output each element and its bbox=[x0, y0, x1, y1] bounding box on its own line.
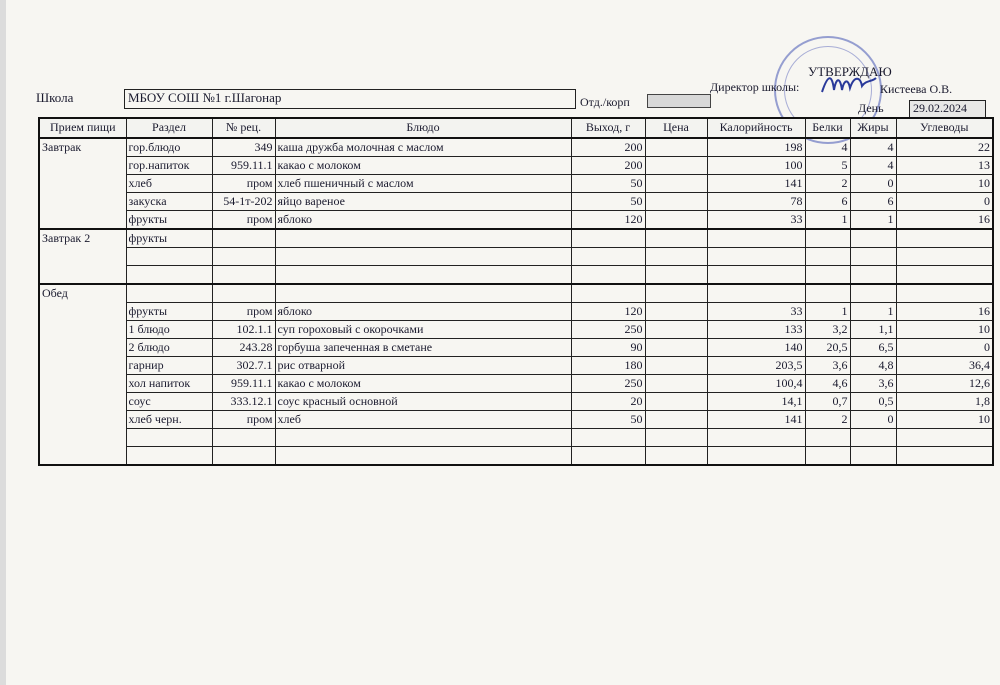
meal-cell bbox=[39, 339, 126, 357]
dish-cell: хлеб bbox=[275, 411, 571, 429]
price-cell bbox=[645, 375, 707, 393]
fat-cell bbox=[850, 447, 896, 466]
protein-cell: 1 bbox=[805, 303, 850, 321]
protein-cell: 3,2 bbox=[805, 321, 850, 339]
recipe-cell bbox=[212, 447, 275, 466]
col-calories: Калорийность bbox=[707, 118, 805, 138]
protein-cell bbox=[805, 447, 850, 466]
carbs-cell bbox=[896, 248, 993, 266]
calories-cell: 33 bbox=[707, 211, 805, 230]
recipe-cell: 959.11.1 bbox=[212, 157, 275, 175]
price-cell bbox=[645, 138, 707, 157]
price-cell bbox=[645, 411, 707, 429]
price-cell bbox=[645, 447, 707, 466]
protein-cell bbox=[805, 229, 850, 248]
carbs-cell: 36,4 bbox=[896, 357, 993, 375]
recipe-cell bbox=[212, 266, 275, 285]
table-row bbox=[39, 339, 993, 357]
price-cell bbox=[645, 193, 707, 211]
fat-cell: 1 bbox=[850, 303, 896, 321]
calories-cell bbox=[707, 447, 805, 466]
output-cell: 250 bbox=[571, 321, 645, 339]
section-cell bbox=[126, 248, 212, 266]
dish-cell: яйцо вареное bbox=[275, 193, 571, 211]
price-cell bbox=[645, 266, 707, 285]
fat-cell: 6,5 bbox=[850, 339, 896, 357]
protein-cell bbox=[805, 266, 850, 285]
price-cell bbox=[645, 157, 707, 175]
recipe-cell bbox=[212, 229, 275, 248]
col-section: Раздел bbox=[126, 118, 212, 138]
section-cell: гарнир bbox=[126, 357, 212, 375]
recipe-cell: пром bbox=[212, 211, 275, 230]
calories-cell bbox=[707, 429, 805, 447]
section-cell bbox=[126, 284, 212, 303]
carbs-cell: 0 bbox=[896, 193, 993, 211]
fat-cell: 0 bbox=[850, 175, 896, 193]
fat-cell: 4 bbox=[850, 138, 896, 157]
table-row bbox=[39, 138, 993, 157]
price-cell bbox=[645, 339, 707, 357]
table-row bbox=[39, 266, 993, 285]
calories-cell: 203,5 bbox=[707, 357, 805, 375]
calories-cell: 141 bbox=[707, 175, 805, 193]
recipe-cell: 333.12.1 bbox=[212, 393, 275, 411]
table-row bbox=[39, 411, 993, 429]
table-row bbox=[39, 429, 993, 447]
protein-cell: 2 bbox=[805, 411, 850, 429]
col-price: Цена bbox=[645, 118, 707, 138]
dish-cell bbox=[275, 229, 571, 248]
fat-cell: 6 bbox=[850, 193, 896, 211]
output-cell: 20 bbox=[571, 393, 645, 411]
section-cell: фрукты bbox=[126, 303, 212, 321]
dish-cell: рис отварной bbox=[275, 357, 571, 375]
section-cell: хол напиток bbox=[126, 375, 212, 393]
meal-cell bbox=[39, 375, 126, 393]
protein-cell: 0,7 bbox=[805, 393, 850, 411]
meal-cell bbox=[39, 321, 126, 339]
protein-cell: 2 bbox=[805, 175, 850, 193]
section-cell: хлеб bbox=[126, 175, 212, 193]
protein-cell: 5 bbox=[805, 157, 850, 175]
recipe-cell bbox=[212, 429, 275, 447]
price-cell bbox=[645, 229, 707, 248]
price-cell bbox=[645, 211, 707, 230]
output-cell: 50 bbox=[571, 193, 645, 211]
output-cell bbox=[571, 266, 645, 285]
col-carbs: Углеводы bbox=[896, 118, 993, 138]
menu-table bbox=[38, 117, 994, 466]
price-cell bbox=[645, 175, 707, 193]
table-row bbox=[39, 175, 993, 193]
section-cell bbox=[126, 266, 212, 285]
section-cell: соус bbox=[126, 393, 212, 411]
output-cell: 50 bbox=[571, 411, 645, 429]
director-name: Кистеева О.В. bbox=[880, 82, 953, 96]
fat-cell: 1,1 bbox=[850, 321, 896, 339]
output-cell: 90 bbox=[571, 339, 645, 357]
section-cell: гор.блюдо bbox=[126, 138, 212, 157]
meal-cell bbox=[39, 175, 126, 193]
school-label: Школа bbox=[36, 90, 74, 105]
dish-cell: яблоко bbox=[275, 303, 571, 321]
output-cell: 50 bbox=[571, 175, 645, 193]
section-cell: 1 блюдо bbox=[126, 321, 212, 339]
calories-cell bbox=[707, 229, 805, 248]
protein-cell: 20,5 bbox=[805, 339, 850, 357]
price-cell bbox=[645, 357, 707, 375]
carbs-cell: 16 bbox=[896, 211, 993, 230]
price-cell bbox=[645, 284, 707, 303]
col-meal: Прием пищи bbox=[39, 118, 126, 138]
dish-cell: яблоко bbox=[275, 211, 571, 230]
output-cell bbox=[571, 447, 645, 466]
output-cell bbox=[571, 248, 645, 266]
recipe-cell bbox=[212, 284, 275, 303]
dish-cell: каша дружба молочная с маслом bbox=[275, 138, 571, 157]
protein-cell: 4,6 bbox=[805, 375, 850, 393]
protein-cell bbox=[805, 429, 850, 447]
meal-name: Завтрак 2 bbox=[39, 229, 126, 248]
protein-cell: 4 bbox=[805, 138, 850, 157]
carbs-cell: 10 bbox=[896, 175, 993, 193]
section-cell bbox=[126, 447, 212, 466]
col-dish: Блюдо bbox=[275, 118, 571, 138]
col-fat: Жиры bbox=[850, 118, 896, 138]
calories-cell: 14,1 bbox=[707, 393, 805, 411]
meal-cell bbox=[39, 429, 126, 447]
price-cell bbox=[645, 321, 707, 339]
dish-cell: хлеб пшеничный с маслом bbox=[275, 175, 571, 193]
price-cell bbox=[645, 429, 707, 447]
price-cell bbox=[645, 248, 707, 266]
calories-cell: 133 bbox=[707, 321, 805, 339]
section-cell: гор.напиток bbox=[126, 157, 212, 175]
carbs-cell bbox=[896, 447, 993, 466]
fat-cell: 1 bbox=[850, 211, 896, 230]
meal-cell bbox=[39, 357, 126, 375]
calories-cell: 198 bbox=[707, 138, 805, 157]
dish-cell bbox=[275, 248, 571, 266]
carbs-cell bbox=[896, 429, 993, 447]
carbs-cell: 10 bbox=[896, 321, 993, 339]
col-protein: Белки bbox=[805, 118, 850, 138]
recipe-cell: 349 bbox=[212, 138, 275, 157]
table-row bbox=[39, 157, 993, 175]
day-label: День bbox=[858, 101, 884, 115]
recipe-cell: 959.11.1 bbox=[212, 375, 275, 393]
meal-cell bbox=[39, 193, 126, 211]
dish-cell: какао с молоком bbox=[275, 157, 571, 175]
protein-cell bbox=[805, 248, 850, 266]
director-label: Директор школы: bbox=[710, 80, 800, 94]
calories-cell: 140 bbox=[707, 339, 805, 357]
carbs-cell bbox=[896, 284, 993, 303]
output-cell: 200 bbox=[571, 157, 645, 175]
output-cell: 120 bbox=[571, 211, 645, 230]
calories-cell bbox=[707, 284, 805, 303]
col-recipe: № рец. bbox=[212, 118, 275, 138]
dish-cell bbox=[275, 266, 571, 285]
carbs-cell bbox=[896, 266, 993, 285]
calories-cell bbox=[707, 266, 805, 285]
table-row bbox=[39, 248, 993, 266]
section-cell bbox=[126, 429, 212, 447]
table-row bbox=[39, 284, 993, 303]
carbs-cell: 22 bbox=[896, 138, 993, 157]
fat-cell bbox=[850, 248, 896, 266]
dish-cell: какао с молоком bbox=[275, 375, 571, 393]
date-field: 29.02.2024 bbox=[909, 100, 986, 118]
calories-cell: 100,4 bbox=[707, 375, 805, 393]
section-cell: фрукты bbox=[126, 211, 212, 230]
section-cell: 2 блюдо bbox=[126, 339, 212, 357]
recipe-cell bbox=[212, 248, 275, 266]
meal-cell bbox=[39, 303, 126, 321]
col-output: Выход, г bbox=[571, 118, 645, 138]
fat-cell: 0 bbox=[850, 411, 896, 429]
price-cell bbox=[645, 393, 707, 411]
output-cell: 250 bbox=[571, 375, 645, 393]
calories-cell: 141 bbox=[707, 411, 805, 429]
recipe-cell: пром bbox=[212, 411, 275, 429]
dish-cell: суп гороховый с окорочками bbox=[275, 321, 571, 339]
table-row bbox=[39, 375, 993, 393]
output-cell: 200 bbox=[571, 138, 645, 157]
output-cell: 120 bbox=[571, 303, 645, 321]
fat-cell: 3,6 bbox=[850, 375, 896, 393]
table-row bbox=[39, 393, 993, 411]
table-header-row bbox=[39, 118, 993, 138]
meal-cell bbox=[39, 411, 126, 429]
protein-cell: 6 bbox=[805, 193, 850, 211]
protein-cell: 1 bbox=[805, 211, 850, 230]
table-row bbox=[39, 357, 993, 375]
calories-cell: 100 bbox=[707, 157, 805, 175]
meal-cell bbox=[39, 211, 126, 230]
output-cell bbox=[571, 284, 645, 303]
fat-cell bbox=[850, 266, 896, 285]
output-cell: 180 bbox=[571, 357, 645, 375]
table-row bbox=[39, 303, 993, 321]
recipe-cell: 243.28 bbox=[212, 339, 275, 357]
price-cell bbox=[645, 303, 707, 321]
meal-cell bbox=[39, 157, 126, 175]
recipe-cell: 302.7.1 bbox=[212, 357, 275, 375]
carbs-cell: 13 bbox=[896, 157, 993, 175]
table-row bbox=[39, 447, 993, 466]
fat-cell bbox=[850, 229, 896, 248]
table-row bbox=[39, 211, 993, 230]
dish-cell bbox=[275, 447, 571, 466]
carbs-cell: 12,6 bbox=[896, 375, 993, 393]
fat-cell bbox=[850, 284, 896, 303]
approve-title: УТВЕРЖДАЮ bbox=[808, 64, 892, 79]
carbs-cell: 16 bbox=[896, 303, 993, 321]
fat-cell bbox=[850, 429, 896, 447]
protein-cell bbox=[805, 284, 850, 303]
section-cell: закуска bbox=[126, 193, 212, 211]
meal-cell bbox=[39, 266, 126, 285]
dept-label: Отд./корп bbox=[580, 95, 630, 109]
table-row bbox=[39, 193, 993, 211]
carbs-cell: 1,8 bbox=[896, 393, 993, 411]
calories-cell bbox=[707, 248, 805, 266]
carbs-cell bbox=[896, 229, 993, 248]
calories-cell: 33 bbox=[707, 303, 805, 321]
recipe-cell: пром bbox=[212, 303, 275, 321]
dish-cell: соус красный основной bbox=[275, 393, 571, 411]
carbs-cell: 10 bbox=[896, 411, 993, 429]
meal-cell bbox=[39, 447, 126, 466]
dept-field bbox=[647, 94, 711, 108]
document-sheet bbox=[6, 0, 1000, 685]
meal-cell bbox=[39, 393, 126, 411]
output-cell bbox=[571, 429, 645, 447]
carbs-cell: 0 bbox=[896, 339, 993, 357]
meal-name: Завтрак bbox=[39, 138, 126, 157]
recipe-cell: 102.1.1 bbox=[212, 321, 275, 339]
protein-cell: 3,6 bbox=[805, 357, 850, 375]
section-cell: фрукты bbox=[126, 229, 212, 248]
section-cell: хлеб черн. bbox=[126, 411, 212, 429]
dish-cell bbox=[275, 429, 571, 447]
fat-cell: 4,8 bbox=[850, 357, 896, 375]
school-name-field: МБОУ СОШ №1 г.Шагонар bbox=[124, 89, 576, 109]
recipe-cell: 54-1т-202 bbox=[212, 193, 275, 211]
recipe-cell: пром bbox=[212, 175, 275, 193]
menu-body bbox=[39, 138, 993, 465]
output-cell bbox=[571, 229, 645, 248]
dish-cell: горбуша запеченная в сметане bbox=[275, 339, 571, 357]
table-row bbox=[39, 321, 993, 339]
calories-cell: 78 bbox=[707, 193, 805, 211]
table-row bbox=[39, 229, 993, 248]
meal-cell bbox=[39, 248, 126, 266]
dish-cell bbox=[275, 284, 571, 303]
fat-cell: 4 bbox=[850, 157, 896, 175]
meal-name: Обед bbox=[39, 284, 126, 303]
fat-cell: 0,5 bbox=[850, 393, 896, 411]
